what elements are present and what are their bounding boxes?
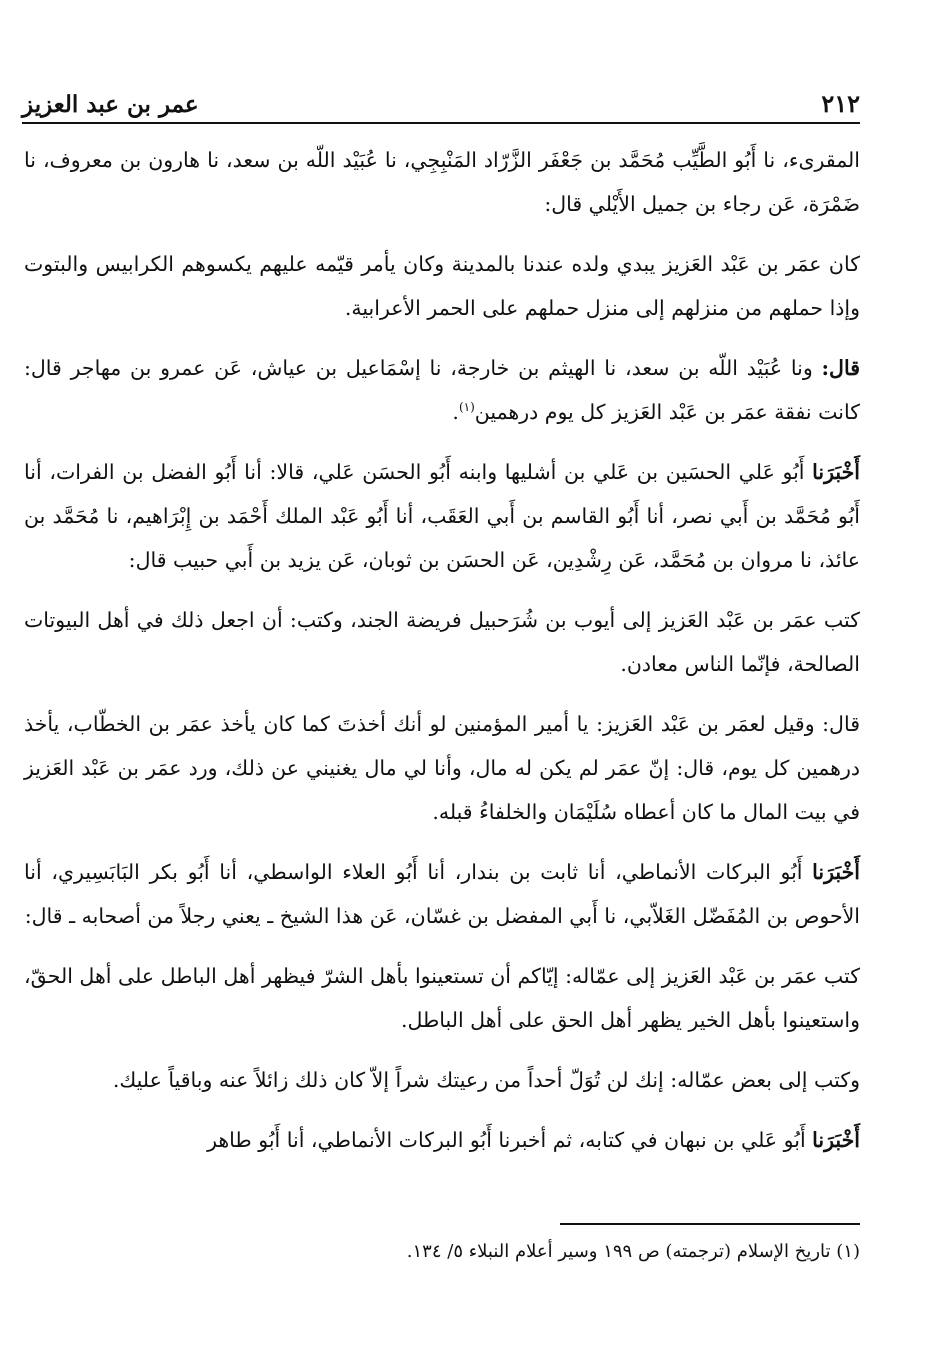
paragraph-text: كتب عمَر بن عَبْد العَزيز إلى عمّاله: إيّاكم أن تستعينوا بأهل الشرّ فيظهر أهل الباطل على أهل الحقّ، واستعينوا بأهل الخير يظهر أهل الحق على أهل الباطل. <box>24 964 860 1032</box>
paragraph <box>24 850 860 938</box>
paragraph-tail: . <box>452 400 459 424</box>
paragraph-lead: أَخْبَرَنا <box>812 860 860 884</box>
main-text <box>24 138 860 1178</box>
paragraph <box>24 138 860 226</box>
running-head <box>22 78 860 124</box>
paragraph <box>24 1118 860 1162</box>
paragraph <box>24 346 860 434</box>
paragraph <box>24 242 860 330</box>
paragraph <box>24 954 860 1042</box>
page-number: ٢١٢ <box>821 89 860 118</box>
paragraph-text: أَبُو عَلي الحسَين بن عَلي بن أشليها وابنه أَبُو الحسَن عَلي، قالا: أنا أَبُو الفضل بن الفرات، أنا أَبُو مُحَمَّد بن أَبي نصر، أنا أَبُو القاسم بن أَبي العَقَب، أنا أَبُو عَبْد الملك أَحْمَد بن إِبْرَاهيم، نا مُحَمَّد بن عائذ، نا مروان بن مُحَمَّد، عَن رِشْدِين، عَن الحسَن بن ثوبان، عَن يزيد بن أَبي حبيب قال: <box>24 460 860 572</box>
paragraph <box>24 598 860 686</box>
paragraph-text: المقرىء، نا أَبُو الطَّيِّب مُحَمَّد بن جَعْفَر الزَّرّاد المَنْبِجِي، نا عُبَيْد اللّه بن سعد، نا هارون بن معروف، نا ضَمْرَة، عَن رجاء بن جميل الأَيْلي قال: <box>24 148 860 216</box>
paragraph-lead: قال: <box>821 356 860 380</box>
paragraph-lead: أَخْبَرَنا <box>812 1128 860 1152</box>
paragraph-text: قال: وقيل لعمَر بن عَبْد العَزيز: يا أمير المؤمنين لو أنك أخذتَ كما كان يأخذ عمَر بن الخطّاب، يأخذ درهمين كل يوم، قال: إنّ عمَر لم يكن له مال، وأنا لي مال يغنيني عن ذلك، ورد عمَر بن عَبْد العَزيز في بيت المال ما كان أعطاه سُلَيْمَان والخلفاءُ قبله. <box>24 712 860 824</box>
running-title: عمر بن عبد العزيز <box>22 91 199 118</box>
paragraph-text: أَبُو عَلي بن نبهان في كتابه، ثم أخبرنا أَبُو البركات الأنماطي، أنا أَبُو طاهر <box>207 1128 813 1152</box>
footnote-reference: (١) <box>458 400 475 415</box>
paragraph <box>24 1058 860 1102</box>
paragraph-text: وكتب إلى بعض عمّاله: إنك لن تُوَلّ أحداً من رعيتك شراً إلاّ كان ذلك زائلاً عنه وباقياً عليك. <box>112 1068 860 1092</box>
paragraph <box>24 450 860 582</box>
footnote-text: تاريخ الإسلام (ترجمته) ص ١٩٩ وسير أعلام النبلاء ٥/ ١٣٤. <box>406 1241 831 1262</box>
footnote-marker: (١) <box>836 1241 860 1262</box>
paragraph <box>24 702 860 834</box>
footnote <box>24 1238 860 1266</box>
paragraph-text: ونا عُبَيْد اللّه بن سعد، نا الهيثم بن خارجة، نا إسْمَاعيل بن عياش، عَن عمرو بن مهاجر قال: كانت نفقة عمَر بن عَبْد العَزيز كل يوم درهمين <box>24 356 860 424</box>
paragraph-text: كان عمَر بن عَبْد العَزيز يبدي ولده عندنا بالمدينة وكان يأمر قيّمه عليهم يكسوهم الكرابيس والبتوت وإذا حملهم من منزلهم إلى منزل حملهم على الحمر الأعرابية. <box>24 252 860 320</box>
paragraph-text: أَبُو البركات الأنماطي، أنا ثابت بن بندار، أنا أَبُو العلاء الواسطي، أنا أَبُو بكر البَابَسِيري، أنا الأحوص بن المُفَضّل الغَلاّبي، نا أَبي المفضل بن غسّان، عَن هذا الشيخ ـ يعني رجلاً من أصحابه ـ قال: <box>24 860 860 928</box>
footnote-divider <box>560 1223 860 1225</box>
paragraph-lead: أَخْبَرَنا <box>812 460 860 484</box>
paragraph-text: كتب عمَر بن عَبْد العَزيز إلى أيوب بن شُرَحبيل فريضة الجند، وكتب: أن اجعل ذلك في أهل البيوتات الصالحة، فإنّما الناس معادن. <box>24 608 860 676</box>
